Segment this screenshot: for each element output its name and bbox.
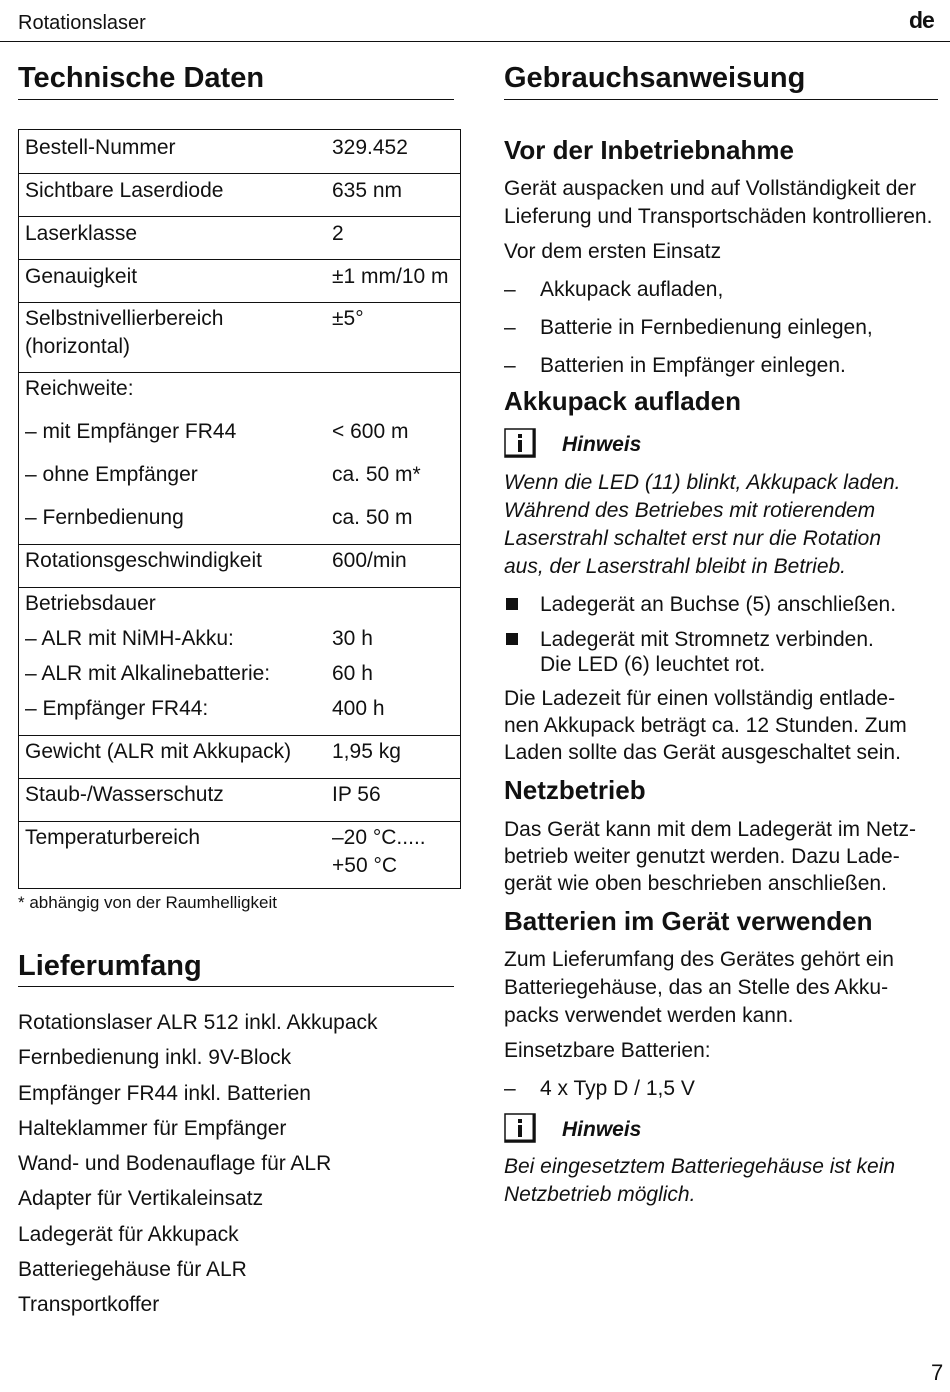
scope-item: Batteriegehäuse für ALR — [18, 1258, 247, 1281]
spec-row-temperature — [19, 821, 460, 888]
square-bullet-icon — [506, 633, 518, 645]
charge-step: Ladegerät mit Stromnetz verbinden. — [540, 628, 874, 651]
scope-item: Transportkoffer — [18, 1293, 160, 1316]
spec-footnote: * abhängig von der Raumhelligkeit — [18, 893, 277, 912]
spec-value: ±1 mm/10 m — [332, 265, 449, 288]
charge-note-line: Laserstrahl schaltet erst nur die Rotation — [504, 527, 882, 550]
spec-row-range — [19, 372, 460, 544]
spec-value: ca. 50 m — [332, 506, 413, 529]
note-label: Hinweis — [562, 1118, 642, 1141]
battery-note-line: Netzbetrieb möglich. — [504, 1183, 696, 1206]
battery-text-line: Batteriegehäuse, das an Stelle des Akku- — [504, 976, 889, 999]
spec-value: ±5° — [332, 307, 364, 330]
before-use-text: Lieferung und Transportschäden kontrollieren. — [504, 205, 933, 228]
spec-label: Reichweite: — [25, 377, 134, 400]
spec-row-speed — [19, 544, 460, 587]
spec-label: Genauigkeit — [25, 265, 138, 288]
before-use-text: Gerät auspacken und auf Vollständigkeit der — [504, 177, 917, 200]
scope-item: Fernbedienung inkl. 9V-Block — [18, 1046, 292, 1069]
info-icon — [504, 428, 536, 458]
spec-value: 30 h — [332, 627, 373, 650]
scope-item: Halteklammer für Empfänger — [18, 1117, 287, 1140]
battery-usable: Einsetzbare Batterien: — [504, 1039, 711, 1062]
battery-text-line: Zum Lieferumfang des Gerätes gehört ein — [504, 948, 894, 971]
charge-step: Die LED (6) leuchtet rot. — [540, 653, 766, 676]
spec-value: +50 °C — [332, 854, 398, 877]
spec-value: –20 °C..... — [332, 826, 426, 849]
dash-bullet: – — [504, 354, 516, 377]
note-label: Hinweis — [562, 433, 642, 456]
manual-heading: Gebrauchsanweisung — [504, 62, 806, 94]
scope-item: Empfänger FR44 inkl. Batterien — [18, 1082, 311, 1105]
spec-value: 635 nm — [332, 179, 403, 202]
charge-note-line: aus, der Laserstrahl bleibt in Betrieb. — [504, 555, 847, 578]
spec-row-ip — [19, 778, 460, 821]
spec-label: – ALR mit Alkalinebatterie: — [25, 662, 271, 685]
mains-text-line: betrieb weiter genutzt werden. Dazu Lade- — [504, 845, 900, 868]
dash-bullet: – — [504, 316, 516, 339]
before-use-item: Batterie in Fernbedienung einlegen, — [540, 316, 873, 339]
before-use-item: Batterien in Empfänger einlegen. — [540, 354, 846, 377]
charge-note-line: Wenn die LED (11) blinkt, Akkupack laden. — [504, 471, 901, 494]
spec-value: < 600 m — [332, 420, 409, 443]
spec-value: 1,95 kg — [332, 740, 401, 763]
page-number: 7 — [931, 1360, 944, 1385]
running-header-title: Rotationslaser — [18, 12, 146, 34]
spec-row-weight — [19, 735, 460, 778]
spec-value: ca. 50 m* — [332, 463, 421, 486]
scope-item: Adapter für Vertikaleinsatz — [18, 1187, 264, 1210]
spec-label: Gewicht (ALR mit Akkupack) — [25, 740, 292, 763]
charge-text-line: nen Akkupack beträgt ca. 12 Stunden. Zum — [504, 714, 907, 737]
spec-label: – Empfänger FR44: — [25, 697, 209, 720]
charge-text-line: Die Ladezeit für einen vollständig entlade- — [504, 687, 896, 710]
battery-heading: Batterien im Gerät verwenden — [504, 906, 873, 936]
mains-text-line: gerät wie oben beschrieben anschließen. — [504, 872, 887, 895]
spec-value: 2 — [332, 222, 344, 245]
spec-row-class — [19, 216, 460, 259]
spec-label: Betriebsdauer — [25, 592, 156, 615]
spec-label: – mit Empfänger FR44 — [25, 420, 237, 443]
mains-text-line: Das Gerät kann mit dem Ladegerät im Netz- — [504, 818, 917, 841]
charge-text-line: Laden sollte das Gerät ausgeschaltet sein. — [504, 741, 901, 764]
info-icon — [504, 1113, 536, 1143]
spec-row-runtime — [19, 587, 460, 735]
spec-label: (horizontal) — [25, 335, 131, 358]
battery-text-line: packs verwendet werden kann. — [504, 1004, 794, 1027]
technical-data-rule — [18, 99, 454, 100]
scope-heading: Lieferumfang — [18, 950, 202, 982]
before-first-use: Vor dem ersten Einsatz — [504, 240, 722, 263]
language-badge: de — [909, 7, 934, 33]
scope-item: Rotationslaser ALR 512 inkl. Akkupack — [18, 1011, 378, 1034]
charge-heading: Akkupack aufladen — [504, 386, 741, 416]
spec-label: Bestell-Nummer — [25, 136, 176, 159]
spec-label: Temperaturbereich — [25, 826, 201, 849]
mains-heading: Netzbetrieb — [504, 775, 646, 805]
spec-value: 60 h — [332, 662, 373, 685]
spec-value: 329.452 — [332, 136, 408, 159]
spec-label: – ALR mit NiMH-Akku: — [25, 627, 234, 650]
spec-label: – ohne Empfänger — [25, 463, 198, 486]
spec-value: 600/min — [332, 549, 407, 572]
spec-row-selflevel — [19, 302, 460, 372]
spec-label: Staub-/Wasserschutz — [25, 783, 224, 806]
scope-item: Ladegerät für Akkupack — [18, 1223, 239, 1246]
spec-label: Sichtbare Laserdiode — [25, 179, 224, 202]
battery-note-line: Bei eingesetztem Batteriegehäuse ist kein — [504, 1155, 896, 1178]
manual-rule — [504, 99, 938, 100]
spec-row-diode — [19, 173, 460, 216]
spec-value: IP 56 — [332, 783, 381, 806]
scope-item: Wand- und Bodenauflage für ALR — [18, 1152, 332, 1175]
before-use-heading: Vor der Inbetriebnahme — [504, 135, 794, 165]
scope-rule — [18, 986, 454, 987]
battery-item: 4 x Typ D / 1,5 V — [540, 1077, 695, 1100]
dash-bullet: – — [504, 1077, 516, 1100]
technical-data-heading: Technische Daten — [18, 62, 265, 94]
square-bullet-icon — [506, 598, 518, 610]
dash-bullet: – — [504, 278, 516, 301]
charge-note-line: Während des Betriebes mit rotierendem — [504, 499, 876, 522]
header-divider — [0, 41, 950, 42]
spec-row-order — [19, 130, 460, 173]
charge-step: Ladegerät an Buchse (5) anschließen. — [540, 593, 897, 616]
spec-label: Laserklasse — [25, 222, 138, 245]
before-use-item: Akkupack aufladen, — [540, 278, 724, 301]
spec-row-accuracy — [19, 259, 460, 302]
spec-label: – Fernbedienung — [25, 506, 184, 529]
spec-label: Selbstnivellierbereich — [25, 307, 224, 330]
spec-table — [18, 129, 461, 889]
spec-label: Rotationsgeschwindigkeit — [25, 549, 262, 572]
spec-value: 400 h — [332, 697, 385, 720]
